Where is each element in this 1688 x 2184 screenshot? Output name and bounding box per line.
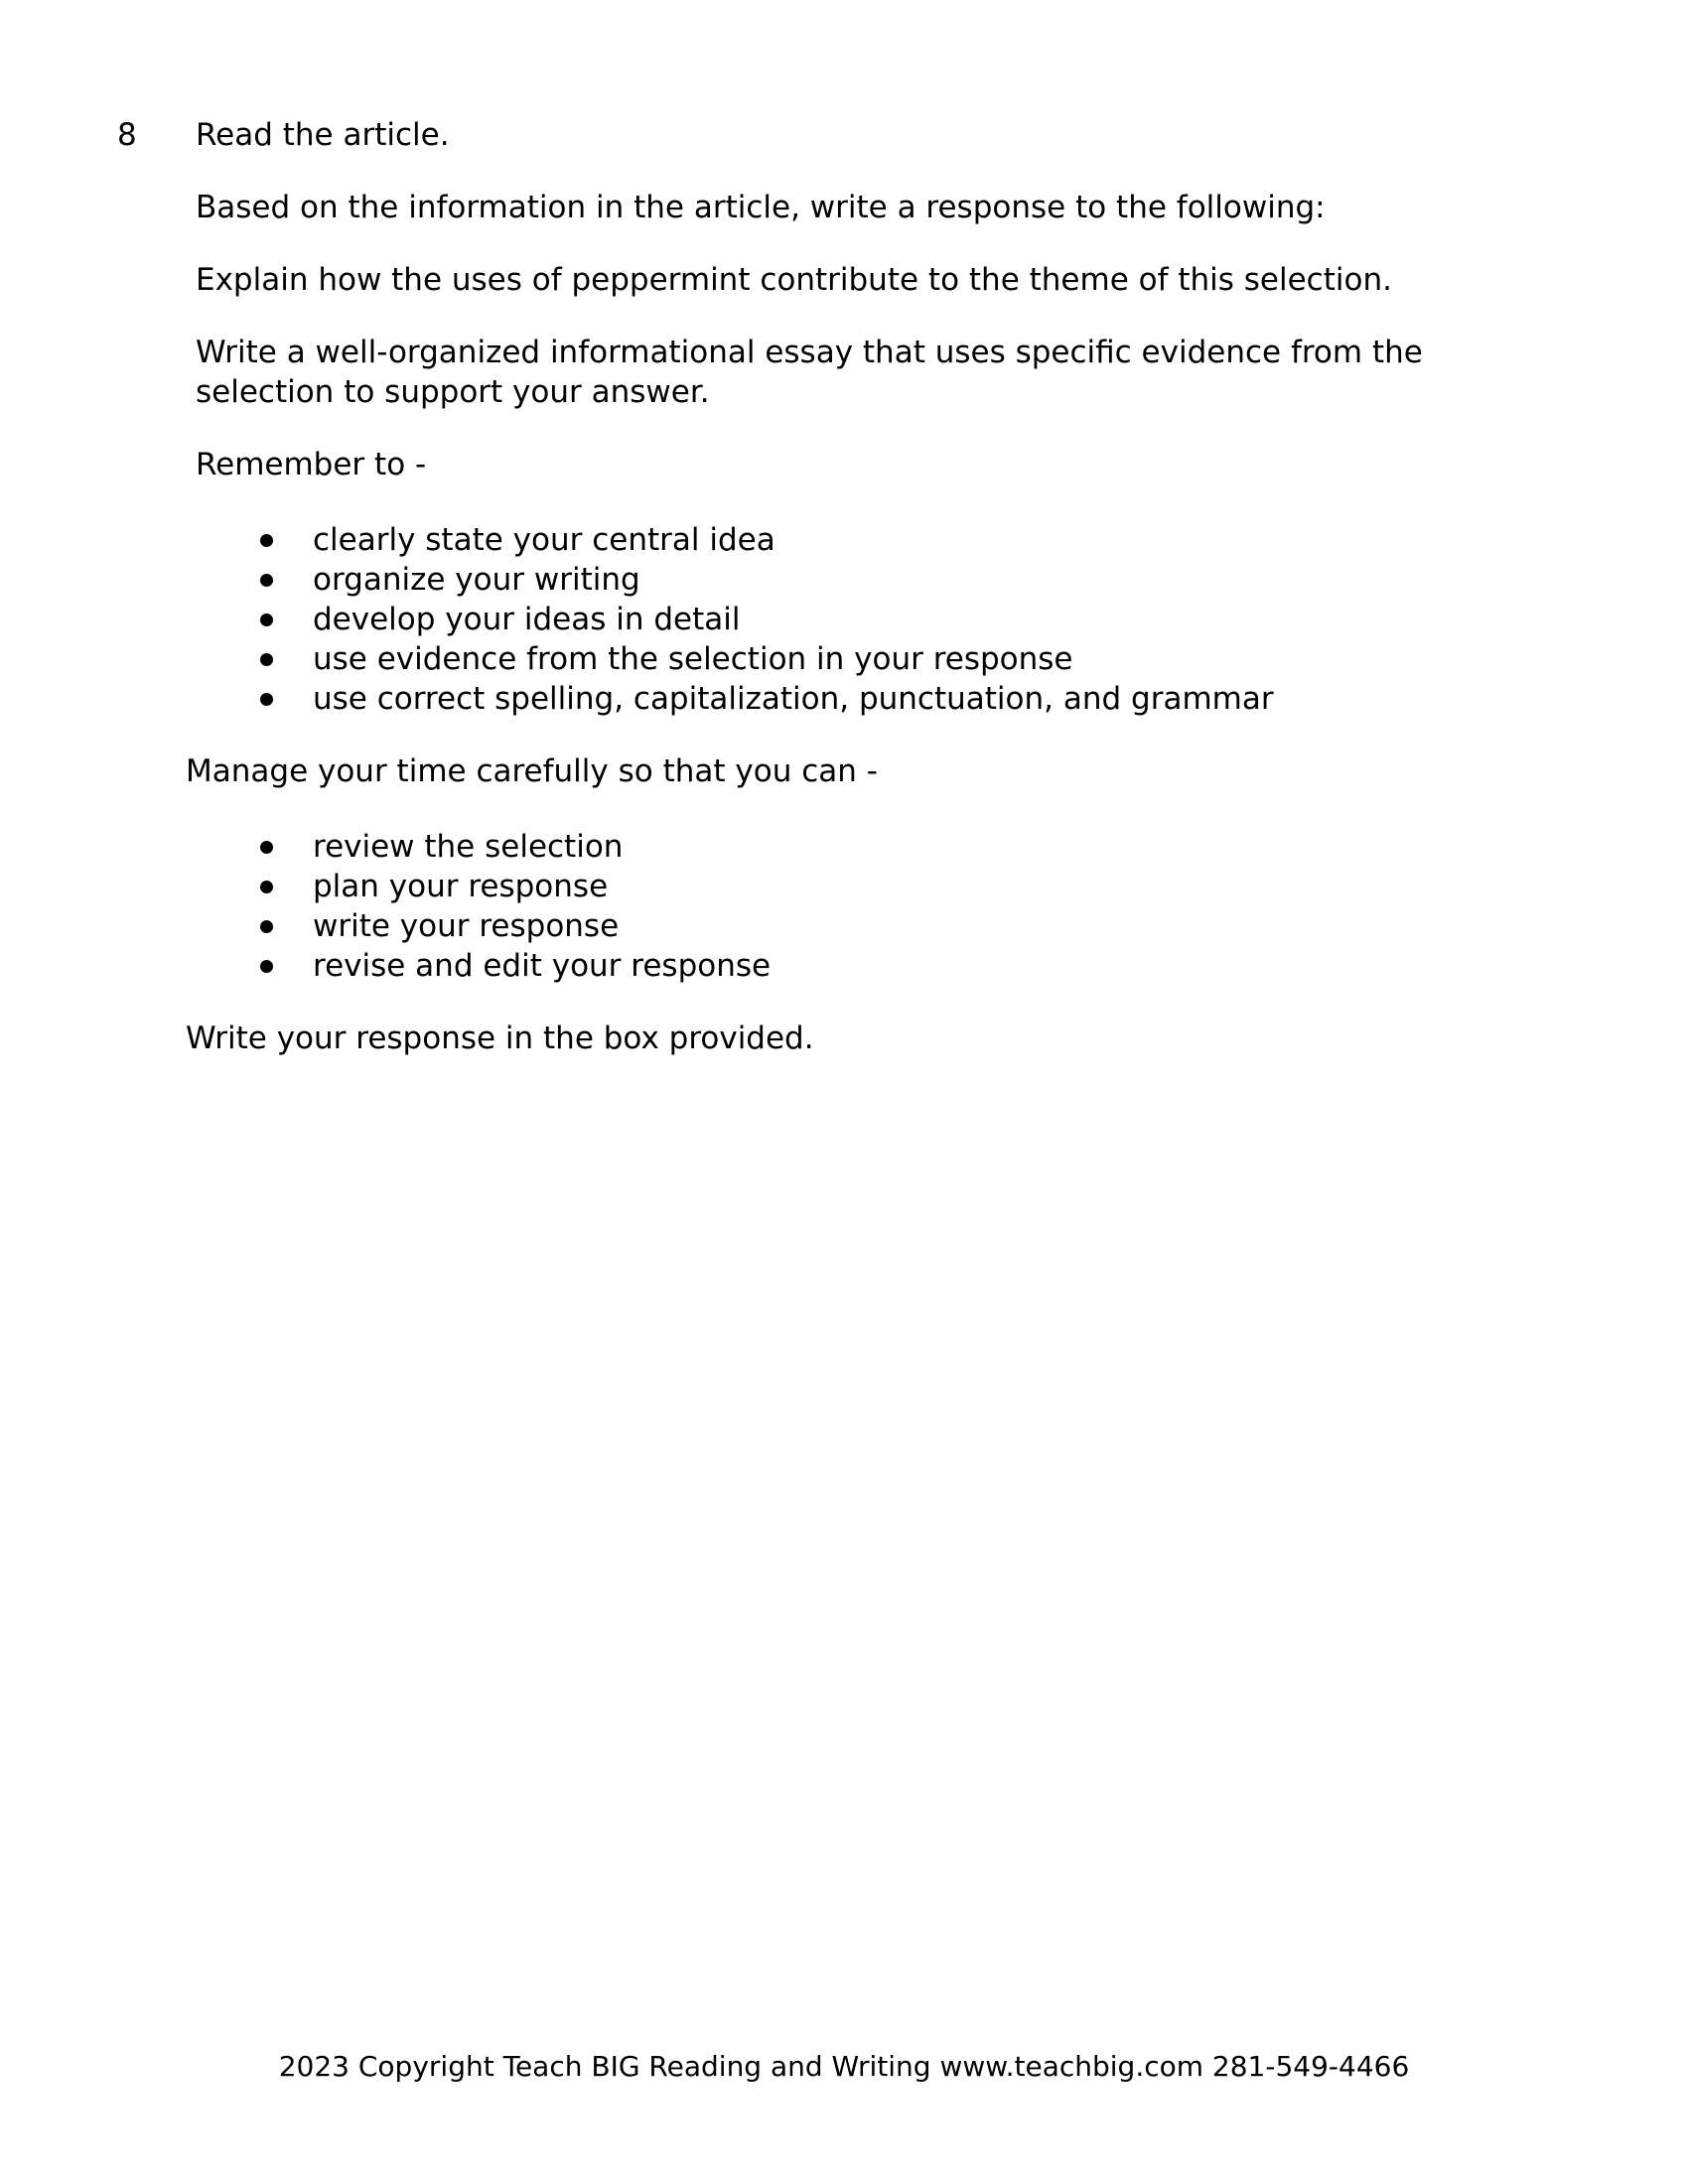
- list-item: [313, 520, 1544, 560]
- list-item: [313, 600, 1544, 639]
- bullet-icon: [260, 614, 273, 626]
- question-intro: Read the article.: [196, 117, 450, 153]
- closing-instruction: Write your response in the box provided.: [186, 1021, 814, 1056]
- list-item: [313, 867, 1544, 906]
- list-item: [313, 639, 1544, 679]
- bullet-icon: [260, 534, 273, 547]
- bullet-icon: [260, 574, 273, 587]
- footer-copyright: 2023 Copyright Teach BIG Reading and Writing www.teachbig.com 281-549-4466: [278, 2050, 1410, 2083]
- list-item-label: develop your ideas in detail: [313, 602, 741, 637]
- bullet-icon: [260, 693, 273, 706]
- bullet-icon: [260, 841, 273, 854]
- essay-instructions: Write a well-organized informational essay that uses specific evidence from the selection to support your answer.: [196, 335, 1423, 410]
- question-block: [0, 0, 1688, 1058]
- list-item-label: plan your response: [313, 869, 609, 904]
- list-item-label: review the selection: [313, 829, 624, 865]
- bullet-icon: [260, 960, 273, 973]
- manage-heading: Manage your time carefully so that you can -: [186, 753, 878, 789]
- list-item: [313, 679, 1544, 719]
- list-item-label: revise and edit your response: [313, 948, 772, 984]
- explain-prompt: Explain how the uses of peppermint contribute to the theme of this selection.: [196, 262, 1392, 298]
- bullet-icon: [260, 920, 273, 933]
- bullet-icon: [260, 653, 273, 666]
- list-item: [313, 946, 1544, 986]
- list-item-label: write your response: [313, 908, 620, 944]
- question-header-row: [0, 115, 1688, 155]
- remember-list: [196, 520, 1544, 719]
- list-item-label: clearly state your central idea: [313, 522, 775, 558]
- list-item: [313, 906, 1544, 946]
- list-item: [313, 560, 1544, 600]
- list-item-label: use correct spelling, capitalization, punctuation, and grammar: [313, 681, 1274, 717]
- question-number: 8: [117, 117, 137, 153]
- bullet-icon: [260, 881, 273, 893]
- remember-heading: Remember to -: [196, 447, 427, 482]
- list-item-label: use evidence from the selection in your response: [313, 641, 1073, 677]
- list-item: [313, 827, 1544, 867]
- list-item-label: organize your writing: [313, 562, 640, 598]
- prompt-paragraph: Based on the information in the article, write a response to the following:: [196, 190, 1326, 225]
- manage-list: [196, 827, 1544, 986]
